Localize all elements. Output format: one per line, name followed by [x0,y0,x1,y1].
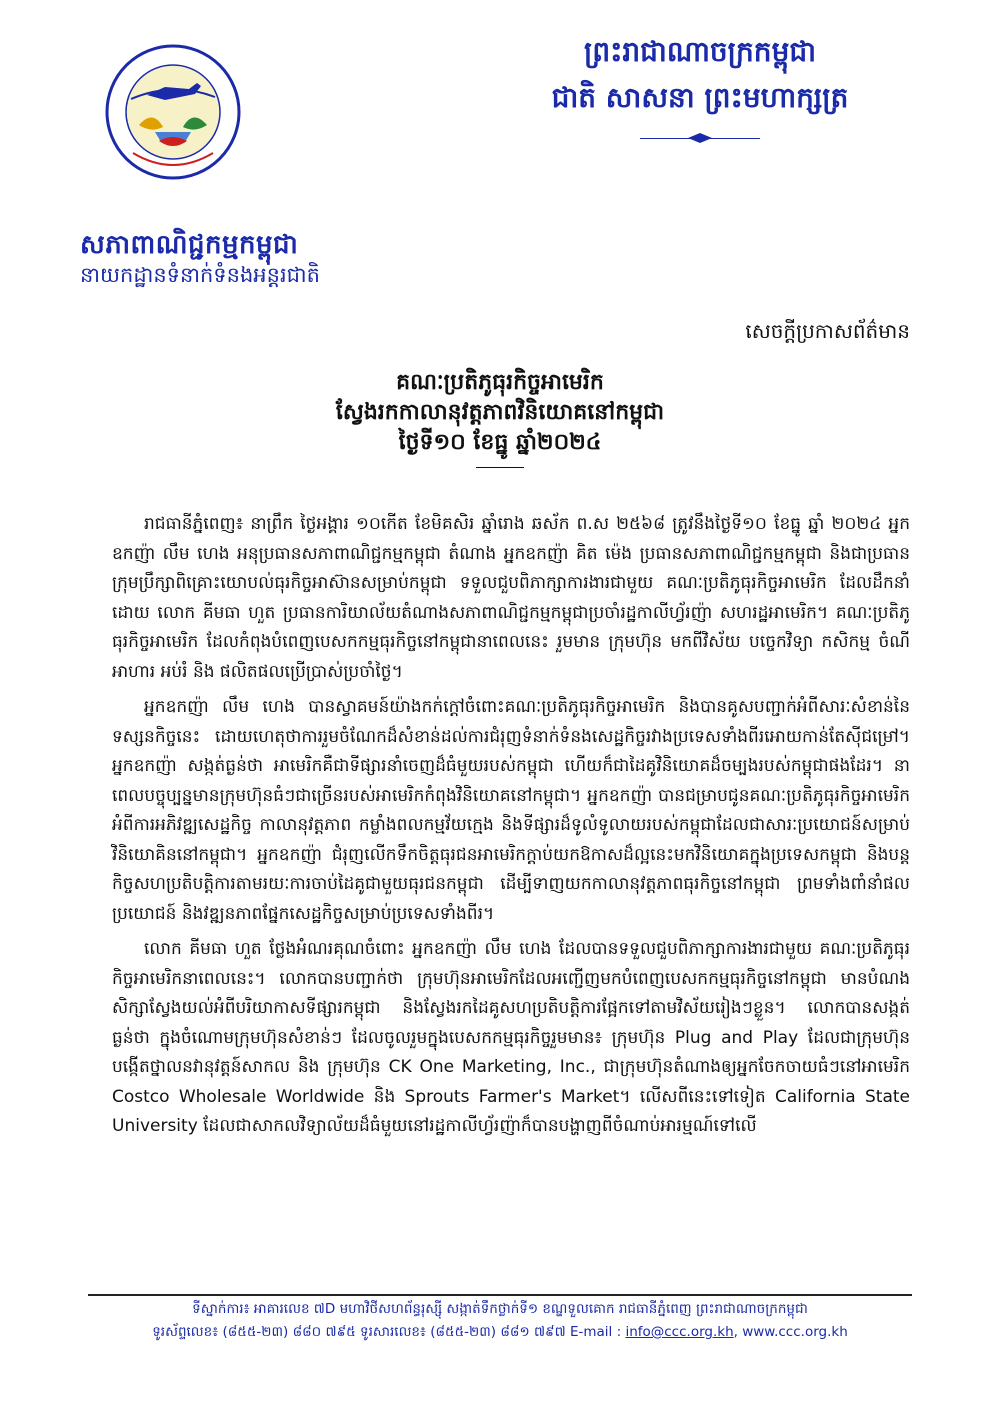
organization-name: សភាពាណិជ្ជកម្មកម្ពុជា [80,230,299,260]
chamber-logo [103,37,243,187]
footer-contact [0,1323,1000,1343]
headline-line-1: គណៈប្រតិភូធុរកិច្ចអាមេរិក [396,370,604,395]
headline-divider [476,462,524,472]
footer-phone-fax: ទូរស័ព្ទលេខ៖ (៨៥៥-២៣) ៨៨០ ៧៩៥ ទូរសារលេខ៖ (៨៥៥-២៣) ៨៨១ ៧៩៧ E-mail : [152,1324,626,1340]
organization-department: នាយកដ្ឋានទំនាក់ទំនងអន្តរជាតិ [80,263,320,287]
email-link[interactable]: info@ccc.org.kh [625,1324,734,1340]
paragraph-2: អ្នកឧកញ៉ា លឹម ហេង បានស្វាគមន៍យ៉ាងកក់ក្តៅចំពោះគណៈប្រតិភូធុរកិច្ចអាមេរិក និងបានគូសបញ្ជាក់អំពីសារៈសំខាន់នៃទស្សនកិច្ចនេះ ដោយហេតុថាការរួមចំណែកដ៏សំខាន់ដល់ការជំរុញទំនាក់ទំនងសេដ្ឋកិច្ចរវាងប្រទេសទាំងពីរអោយកាន់តែស៊ីជម្រៅ។ អ្នកឧកញ៉ា សង្កត់ធ្ងន់ថា អាមេរិកគឺជាទីផ្សារនាំចេញដ៏ធំមួយរបស់កម្ពុជា ហើយក៏ជាដៃគូវិនិយោគដ៏ចម្បងរបស់កម្ពុជាផងដែរ។ នាពេលបច្ចុប្បន្នមានក្រុមហ៊ុនធំៗជាច្រើនរបស់អាមេរិកកំពុងវិនិយោគនៅកម្ពុជា។ អ្នកឧកញ៉ា បានជម្រាបជូនគណៈប្រតិភូធុរកិច្ចអាមេរិកអំពីការអភិវឌ្ឍសេដ្ឋកិច្ច កាលានុវត្តភាព កម្លាំងពលកម្មវ័យក្មេង និងទីផ្សារដ៏ទូលំទូលាយរបស់កម្ពុជាដែលជាសារៈប្រយោជន៍សម្រាប់វិនិយោគិននៅកម្ពុជា។ អ្នកឧកញ៉ា ជំរុញលើកទឹកចិត្តធុរជនអាមេរិកក្តាប់យកឱកាសដ៏ល្អនេះមកវិនិយោគក្នុងប្រទេសកម្ពុជា និងបន្តកិច្ចសហប្រតិបត្តិការតាមរយៈការចាប់ដៃគូជាមួយធុរជនកម្ពុជា ដើម្បីទាញយកកាលានុវត្តភាពធុរកិច្ចនៅកម្ពុជា ព្រមទាំងពាំនាំផលប្រយោជន៍ និងវឌ្ឍនភាពផ្នែកសេដ្ឋកិច្ចសម្រាប់ប្រទេសទាំងពីរ។ [112,697,910,924]
article-body [112,510,910,1148]
kingdom-title: ព្រះរាជាណាចក្រកម្ពុជា [583,35,816,68]
headline-date: ថ្ងៃទី១០ ខែធ្នូ ឆ្នាំ២០២៤ [398,430,602,455]
website-link[interactable]: , www.ccc.org.kh [733,1324,848,1340]
paragraph-3: លោក គីមធា ហួត ថ្លែងអំណរគុណចំពោះ អ្នកឧកញ៉ា លឹម ហេង ដែលបានទទួលជួបពិភាក្សាការងារជាមួយ គណៈប្រតិភូធុរកិច្ចអាមេរិកនាពេលនេះ។ លោកបានបញ្ជាក់ថា ក្រុមហ៊ុនអាមេរិកដែលអញ្ជើញមកបំពេញបេសកកម្មធុរកិច្ចនៅកម្ពុជា មានបំណងសិក្សាស្វែងយល់អំពីបរិយាកាសទីផ្សារកម្ពុជា និងស្វែងរកដៃគូសហប្រតិបត្តិការផ្អែកទៅតាមវិស័យរៀងៗខ្លួន។ លោកបានសង្កត់ធ្ងន់ថា ក្នុងចំណោមក្រុមហ៊ុនសំខាន់ៗ ដែលចូលរួមក្នុងបេសកកម្មធុរកិច្ចរួមមាន៖ ក្រុមហ៊ុន Plug and Play ដែលជាក្រុមហ៊ុនបង្កើតថ្នាលនវានុវត្តន៍សាកល និង ក្រុមហ៊ុន CK One Marketing, Inc., ជាក្រុមហ៊ុនតំណាងឲ្យអ្នកចែកចាយធំៗនៅអាមេរិក Costco Wholesale Worldwide និង Sprouts Farmer's Market។ លើសពីនេះទៅទៀត California State University ដែលជាសាកលវិទ្យាល័យដ៏ធំមួយនៅរដ្ឋកាលីហ្វ័រញ៉ាក៏បានបង្ហាញពីចំណាប់អារម្មណ៍ទៅលើ [112,939,910,1136]
document-type-label: សេចក្តីប្រកាសព័ត៌មាន [745,319,910,343]
footer-address: ទីស្នាក់ការ៖ អាគារលេខ ៧D មហាវិថីសហព័ន្ធរុស្ស៊ី សង្កាត់ទឹកថ្លាក់ទី១ ខណ្ឌទួលគោក រាជធានីភ្នំពេញ ព្រះរាជាណាចក្រកម្ពុជា [192,1301,808,1317]
nation-motto: ជាតិ សាសនា ព្រះមហាក្សត្រ [551,81,849,114]
footer-divider [88,1294,912,1296]
paragraph-1: រាជធានីភ្នំពេញ៖ នាព្រឹក ថ្ងៃអង្គារ ១០កើត ខែមិគសិរ ឆ្នាំរោង ឆស័ក ព.ស ២៥៦៨ ត្រូវនឹងថ្ងៃទី១០ ខែធ្នូ ឆ្នាំ ២០២៤ អ្នកឧកញ៉ា លឹម ហេង អនុប្រធានសភាពាណិជ្ជកម្មកម្ពុជា តំណាង អ្នកឧកញ៉ា គិត ម៉េង ប្រធានសភាពាណិជ្ជកម្មកម្ពុជា និងជាប្រធានក្រុមប្រឹក្សាពិគ្រោះយោបល់ធុរកិច្ចអាស៊ានសម្រាប់កម្ពុជា ទទួលជួបពិភាក្សាការងារជាមួយ គណៈប្រតិភូធុរកិច្ចអាមេរិក ដែលដឹកនាំដោយ លោក គីមធា ហួត ប្រធានការិយាល័យតំណាងសភាពាណិជ្ជកម្មកម្ពុជាប្រចាំរដ្ឋកាលីហ្វ័រញ៉ា សហរដ្ឋអាមេរិក។ គណៈប្រតិភូធុរកិច្ចអាមេរិក ដែលកំពុងបំពេញបេសកកម្មធុរកិច្ចនៅកម្ពុជានាពេលនេះ រួមមាន ក្រុមហ៊ុន មកពីវិស័យ បច្ចេកវិទ្យា កសិកម្ម ចំណីអាហារ អប់រំ និង ផលិតផលប្រើប្រាស់ប្រចាំថ្ងៃ។ [112,514,910,682]
ornament-divider [640,133,760,143]
headline-line-2: ស្វែងរកកាលានុវត្តភាពវិនិយោគនៅកម្ពុជា [335,400,665,425]
